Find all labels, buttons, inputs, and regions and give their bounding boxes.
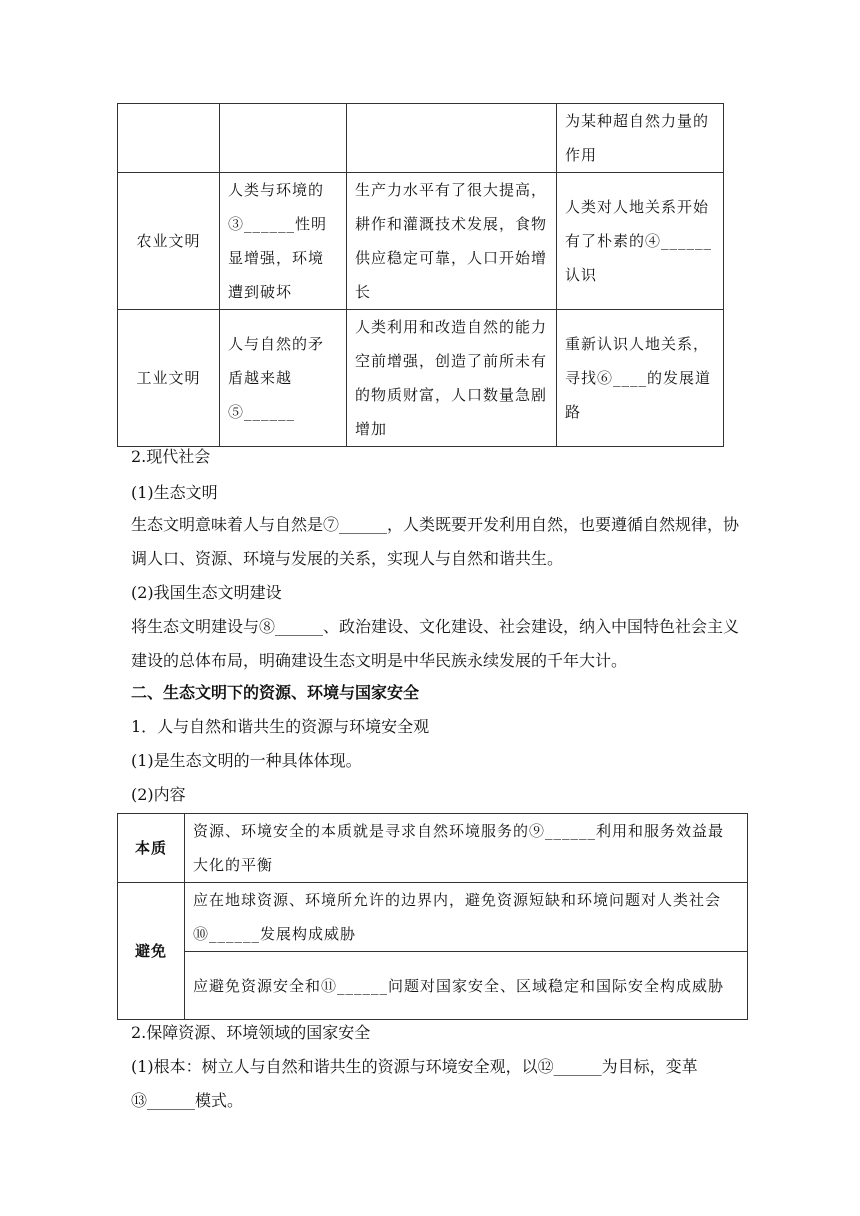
subsection-title: 2.保障资源、环境领域的国家安全 bbox=[131, 1023, 371, 1042]
table-cell: 为某种超自然力量的作用 bbox=[557, 104, 724, 173]
table-cell bbox=[220, 104, 347, 173]
table-cell: 生产力水平有了很大提高，耕作和灌溉技术发展，食物供应稳定可靠，人口开始增长 bbox=[347, 173, 557, 310]
paragraph: 生态文明意味着人与自然是⑦______，人类既要开发利用自然，也要遵循自然规律，协调人口、资源、环境与发展的关系，实现人与自然和谐共生。 bbox=[131, 515, 740, 568]
table-cell bbox=[118, 104, 220, 173]
security-table bbox=[117, 813, 748, 1020]
table-row bbox=[118, 104, 724, 173]
table-cell: 人与自然的矛盾越来越⑤______ bbox=[220, 310, 347, 447]
subsection-title: (1)生态文明 bbox=[131, 483, 218, 502]
table-cell: 资源、环境安全的本质就是寻求自然环境服务的⑨______利用和服务效益最大化的平衡 bbox=[185, 814, 748, 883]
table-cell: 应在地球资源、环境所允许的边界内，避免资源短缺和环境问题对人类社会⑩______发展构成威胁 bbox=[185, 883, 748, 952]
table-row bbox=[118, 883, 748, 952]
table-cell: 人类与环境的③______性明显增强，环境遭到破坏 bbox=[220, 173, 347, 310]
row-label-avoid: 避免 bbox=[118, 883, 185, 1020]
table-cell: 重新认识人地关系，寻找⑥____的发展道路 bbox=[557, 310, 724, 447]
civilization-table bbox=[117, 103, 724, 447]
subsection-title: (2)内容 bbox=[131, 785, 186, 804]
row-label-essence: 本质 bbox=[118, 814, 185, 883]
table-cell bbox=[347, 104, 557, 173]
paragraph: (1)根本：树立人与自然和谐共生的资源与环境安全观，以⑫______为目标，变革⑬______模式。 bbox=[131, 1057, 698, 1110]
table-row bbox=[118, 173, 724, 310]
subsection-title: 1．人与自然和谐共生的资源与环境安全观 bbox=[131, 717, 430, 736]
section-title: 2.现代社会 bbox=[131, 447, 211, 466]
paragraph: (1)是生态文明的一种具体体现。 bbox=[131, 751, 362, 770]
table-cell: 人类对人地关系开始有了朴素的④______认识 bbox=[557, 173, 724, 310]
row-label-industry: 工业文明 bbox=[118, 310, 220, 447]
table-cell: 应避免资源安全和⑪______问题对国家安全、区域稳定和国际安全构成威胁 bbox=[185, 952, 748, 1020]
row-label-agriculture: 农业文明 bbox=[118, 173, 220, 310]
table-row bbox=[118, 310, 724, 447]
table-row bbox=[118, 814, 748, 883]
subsection-title: (2)我国生态文明建设 bbox=[131, 583, 282, 602]
table-row bbox=[118, 952, 748, 1020]
table-cell: 人类利用和改造自然的能力空前增强，创造了前所未有的物质财富，人口数量急剧增加 bbox=[347, 310, 557, 447]
paragraph: 将生态文明建设与⑧______、政治建设、文化建设、社会建设，纳入中国特色社会主义建设的总体布局，明确建设生态文明是中华民族永续发展的千年大计。 bbox=[131, 617, 740, 670]
section-heading: 二、生态文明下的资源、环境与国家安全 bbox=[131, 683, 420, 702]
